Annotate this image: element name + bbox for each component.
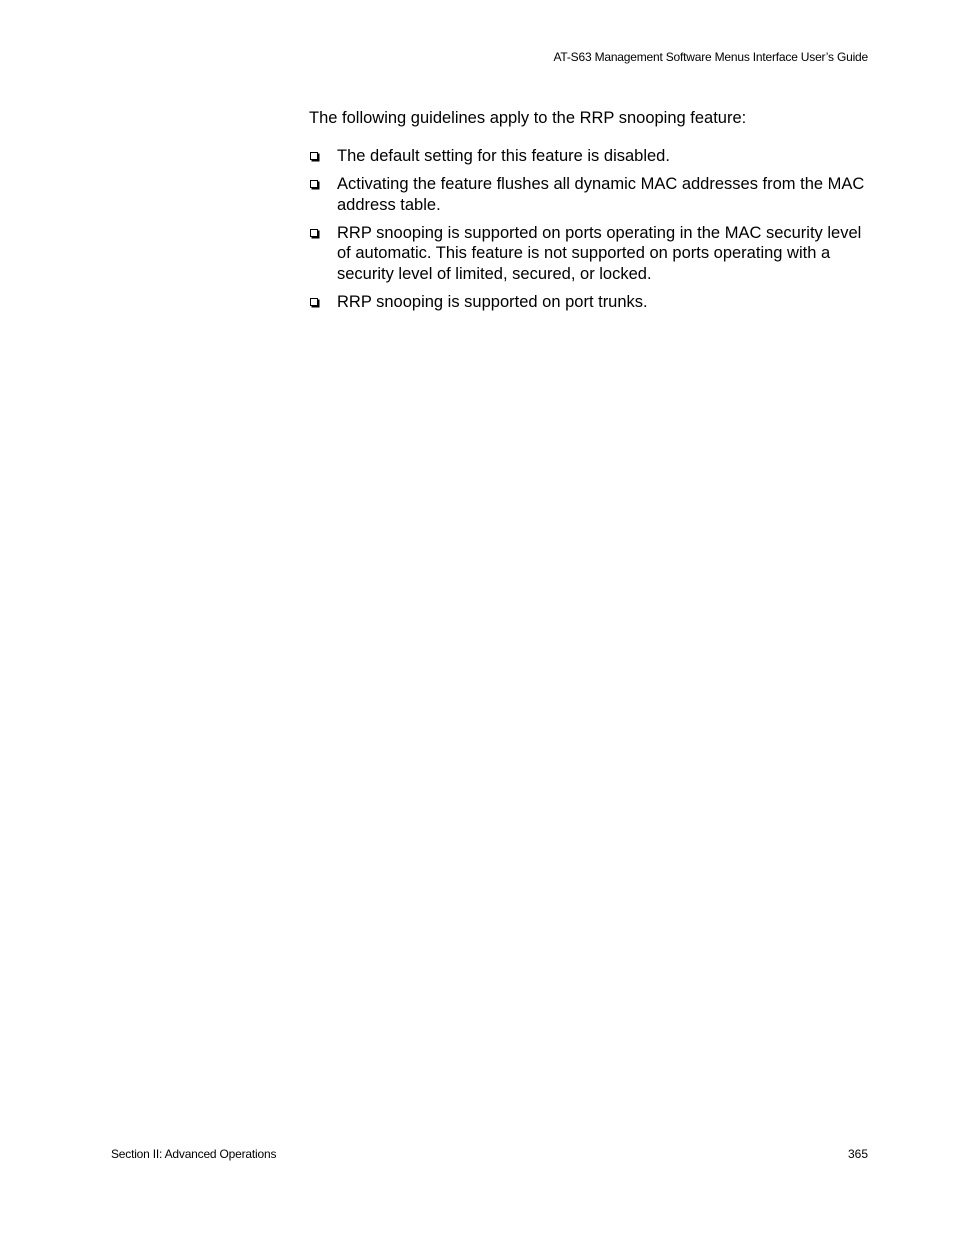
list-item-text: The default setting for this feature is disabled. <box>337 147 670 165</box>
list-item <box>309 146 879 167</box>
square-bullet-icon <box>310 298 318 306</box>
list-item-text: Activating the feature flushes all dynamic MAC addresses from the MAC address table. <box>337 175 865 214</box>
list-item-text: RRP snooping is supported on port trunks. <box>337 292 648 311</box>
list-item-text: RRP snooping is supported on ports operating in the MAC security level of automatic. This feature is not supported on ports operating with a security level of limited, secured, or locked. <box>337 223 862 283</box>
square-bullet-icon <box>310 152 318 160</box>
guidelines-intro: The following guidelines apply to the RRP snooping feature: <box>309 109 747 127</box>
guidelines-list <box>309 146 879 312</box>
square-bullet-icon <box>310 180 318 188</box>
list-item <box>309 174 879 215</box>
page-number: 365 <box>847 1147 868 1161</box>
running-header-title: AT-S63 Management Software Menus Interface User’s Guide <box>553 50 868 64</box>
list-item <box>309 292 879 313</box>
footer-section-title: Section II: Advanced Operations <box>111 1147 277 1161</box>
guidelines-section <box>309 108 879 320</box>
square-bullet-icon <box>310 229 318 237</box>
list-item <box>309 223 879 285</box>
